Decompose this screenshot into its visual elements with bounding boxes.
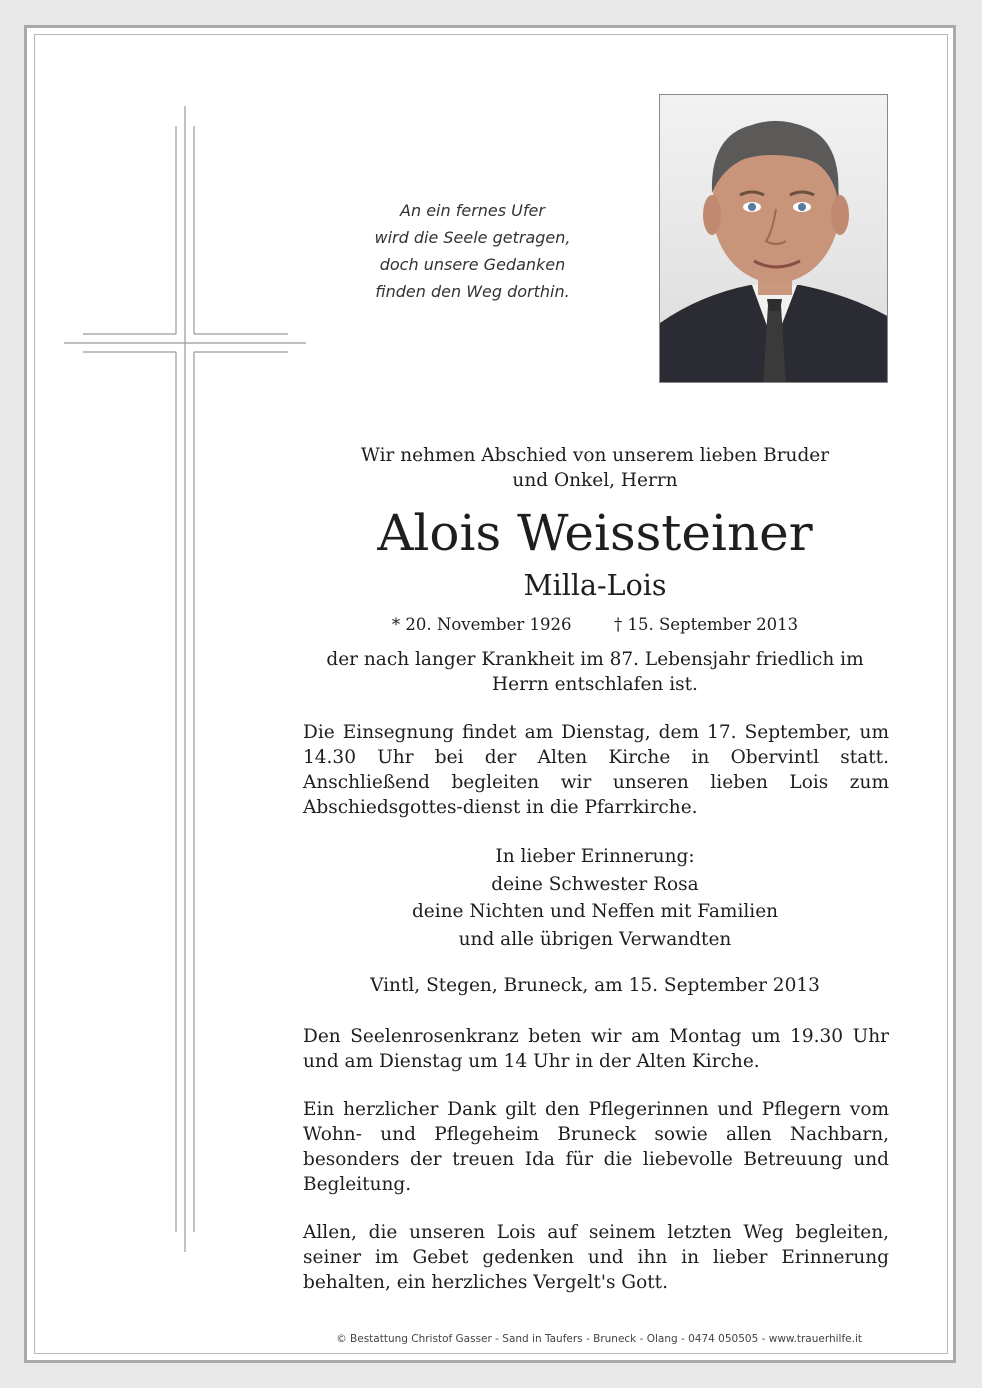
mourners-list <box>300 843 890 953</box>
quote-line: An ein fernes Ufer <box>400 201 545 220</box>
mourner-line: deine Nichten und Neffen mit Familien <box>411 901 779 922</box>
place-date: Vintl, Stegen, Bruneck, am 15. September 2013 <box>370 975 820 996</box>
death-date: 15. September 2013 <box>627 615 799 634</box>
death-line: Herrn entschlafen ist. <box>492 674 698 695</box>
death-text <box>300 647 890 697</box>
intro-line: Wir nehmen Abschied von unserem lieben Bruder <box>360 445 830 466</box>
portrait-photo <box>659 94 888 383</box>
poem-quote <box>340 197 605 305</box>
mourner-line: und alle übrigen Verwandten <box>458 928 732 950</box>
life-dates <box>300 613 890 637</box>
quote-line: wird die Seele getragen, <box>374 228 571 247</box>
rosary-paragraph: Den Seelenrosenkranz beten wir am Montag um 19.30 Uhr und am Dienstag um 14 Uhr in der Alten Kirche. <box>303 1026 889 1072</box>
thanks-paragraph: Ein herzlicher Dank gilt den Pflegerinnen und Pflegern vom Wohn- und Pflegeheim Bruneck sowie allen Nachbarn, besonders der treuen Ida für die liebevolle Betreuung und Begleitung. <box>303 1099 889 1195</box>
portrait-icon <box>660 95 888 383</box>
birth-date: 20. November 1926 <box>405 615 572 634</box>
mourner-line: In lieber Erinnerung: <box>495 846 695 867</box>
quote-line: doch unsere Gedanken <box>379 255 566 274</box>
birth-symbol: * <box>391 615 401 634</box>
funeral-paragraph: Die Einsegnung findet am Dienstag, dem 17. September, um 14.30 Uhr bei der Alten Kirche in Obervintl statt. Anschließend begleiten wir unseren lieben Lois zum Abschiedsgottes-dienst in die Pfarrkirche. <box>303 722 889 818</box>
death-line: der nach langer Krankheit im 87. Lebensjahr friedlich im <box>326 649 864 670</box>
death-symbol: † <box>613 615 623 634</box>
deceased-name: Alois Weissteiner <box>377 504 813 562</box>
deceased-nickname: Milla-Lois <box>523 569 667 602</box>
footer-credits: © Bestattung Christof Gasser - Sand in Taufers - Bruneck - Olang - 0474 050505 - www.trauerhilfe.it <box>336 1333 862 1345</box>
final-paragraph: Allen, die unseren Lois auf seinem letzten Weg begleiten, seiner im Gebet gedenken und ihn in lieber Erinnerung behalten, ein herzliches Vergelt's Gott. <box>303 1222 889 1293</box>
mourner-line: deine Schwester Rosa <box>491 873 699 895</box>
intro-line: und Onkel, Herrn <box>512 470 678 491</box>
quote-line: finden den Weg dorthin. <box>375 282 570 301</box>
intro-text <box>300 443 890 493</box>
